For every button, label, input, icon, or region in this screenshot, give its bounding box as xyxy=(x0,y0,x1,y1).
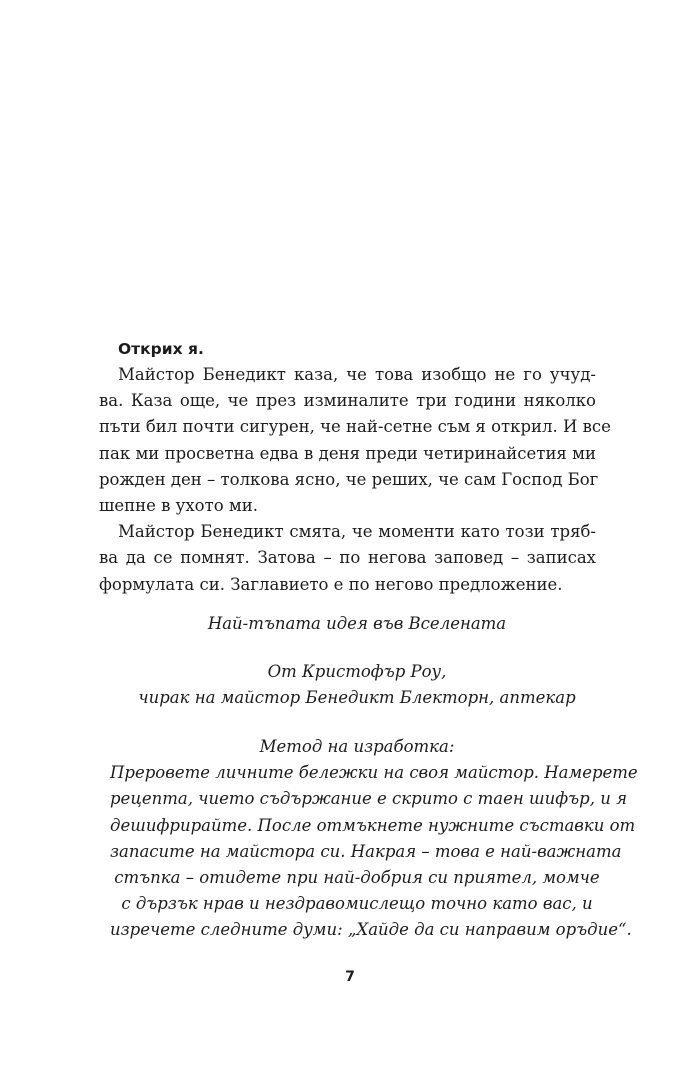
method-line: с дързък нрав и нездравомислещо точно като вас, и xyxy=(121,894,593,914)
formula-title: Най-тъпата идея във Вселената xyxy=(207,614,507,633)
paragraph-1 xyxy=(99,362,611,519)
author-line: От Кристофър Роу, xyxy=(267,662,447,681)
method-block xyxy=(110,734,638,944)
paragraph-line: пъти бил почти сигурен, че най-сетне съм я открил. И все xyxy=(99,417,611,437)
method-line: дешифрирайте. После отмъкнете нужните съставки от xyxy=(110,815,636,835)
author-credit xyxy=(110,659,604,711)
main-text xyxy=(99,336,611,598)
method-line: рецепта, чието съдържание е скрито с таен шифър, и я xyxy=(110,789,628,809)
method-line: запасите на майстора си. Накрая – това е най-важната xyxy=(110,841,622,861)
paragraph-line: пак ми просветна едва в деня преди четиринайсетия ми xyxy=(99,443,596,463)
paragraph-line: шепне в ухото ми. xyxy=(99,496,258,516)
section-heading: Открих я. xyxy=(118,340,204,358)
paragraph-2 xyxy=(99,519,596,598)
paragraph-line: Майстор Бенедикт каза, че това изобщо не го учуд- xyxy=(118,365,596,384)
method-heading: Метод на изработка: xyxy=(259,737,455,756)
paragraph-line: ва. Каза още, че през изминалите три години няколко xyxy=(99,391,596,411)
method-line: Преровете личните бележки на своя майстор. Намерете xyxy=(110,763,638,783)
paragraph-line: ва да се помнят. Затова – по негова заповед – записах xyxy=(99,548,596,568)
page-number: 7 xyxy=(345,969,355,985)
paragraph-line: Майстор Бенедикт смята, че моменти като този тряб- xyxy=(118,522,596,542)
author-line: чирак на майстор Бенедикт Блекторн, аптекар xyxy=(138,688,576,708)
method-line: изречете следните думи: „Хайде да си направим оръдие“. xyxy=(110,920,632,940)
paragraph-line: рожден ден – толкова ясно, че реших, че сам Господ Бог xyxy=(99,469,599,489)
paragraph-line: формулата си. Заглавието е по негово предложение. xyxy=(99,574,563,594)
method-line: стъпка – отидете при най-добрия си приятел, момче xyxy=(114,868,600,888)
